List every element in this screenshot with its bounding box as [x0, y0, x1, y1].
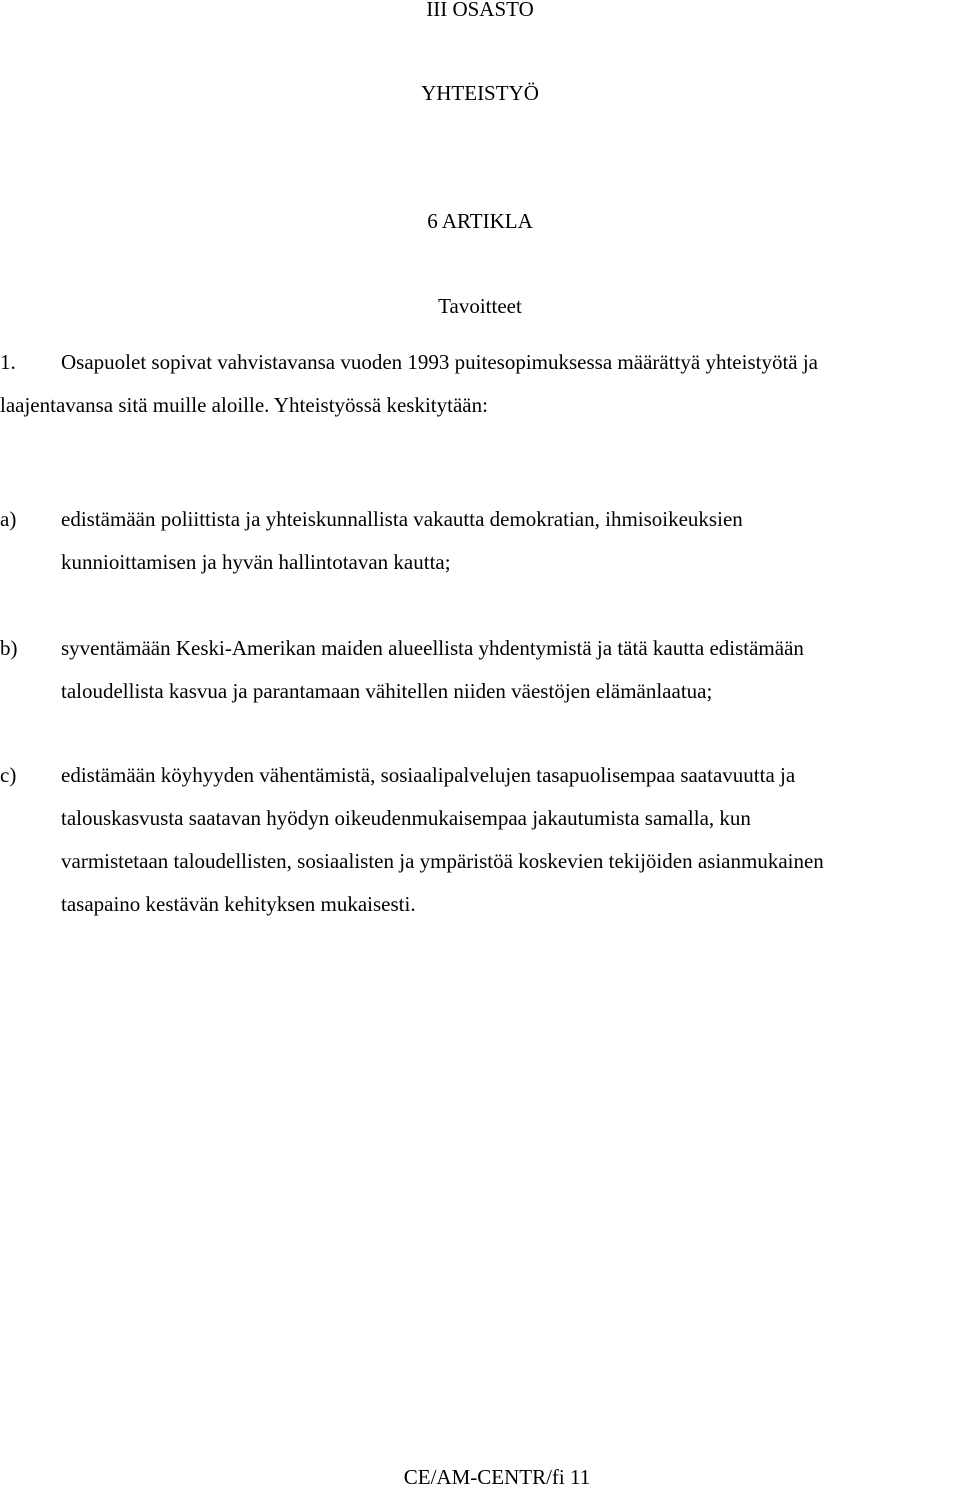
- list-item-line: [0, 627, 958, 670]
- article-title: Tavoitteet: [438, 294, 522, 318]
- list-marker: c): [0, 763, 17, 787]
- list-item-line: kunnioittamisen ja hyvän hallintotavan kautta;: [61, 550, 451, 574]
- paragraph-text: Osapuolet sopivat vahvistavansa vuoden 1993 puitesopimuksessa määrättyä yhteistyötä ja: [61, 350, 819, 374]
- page-footer-reference: CE/AM-CENTR/fi 11: [403, 1465, 591, 1489]
- list-item-text: edistämään poliittista ja yhteiskunnallista vakautta demokratian, ihmisoikeuksien: [61, 507, 743, 531]
- list-item-c: [0, 754, 958, 926]
- list-item-line: [0, 498, 958, 541]
- paragraph-1: [0, 341, 958, 427]
- list-marker: a): [0, 507, 17, 531]
- paragraph-number: 1.: [0, 350, 16, 374]
- list-item-line: varmistetaan taloudellisten, sosiaalisten ja ympäristöä koskevien tekijöiden asianmukainen: [61, 849, 824, 873]
- list-item-b: [0, 627, 958, 713]
- list-item-text: syventämään Keski-Amerikan maiden alueellista yhdentymistä ja tätä kautta edistämään: [61, 636, 804, 660]
- list-item-line: talouskasvusta saatavan hyödyn oikeudenmukaisempaa jakautumista samalla, kun: [61, 806, 751, 830]
- list-item-text: edistämään köyhyyden vähentämistä, sosiaalipalvelujen tasapuolisempaa saatavuutta ja: [61, 763, 796, 787]
- list-marker: b): [0, 636, 18, 660]
- list-item-line: tasapaino kestävän kehityksen mukaisesti.: [61, 892, 416, 916]
- paragraph-1-line-1: [0, 341, 958, 384]
- paragraph-1-line-2: laajentavansa sitä muille aloille. Yhteistyössä keskitytään:: [0, 393, 488, 417]
- part-heading: III OSASTO: [426, 0, 534, 21]
- article-heading: 6 ARTIKLA: [427, 209, 533, 233]
- list-item-a: [0, 498, 958, 584]
- list-item-line: [0, 754, 958, 797]
- list-item-line: taloudellista kasvua ja parantamaan vähitellen niiden väestöjen elämänlaatua;: [61, 679, 713, 703]
- part-title: YHTEISTYÖ: [421, 81, 539, 105]
